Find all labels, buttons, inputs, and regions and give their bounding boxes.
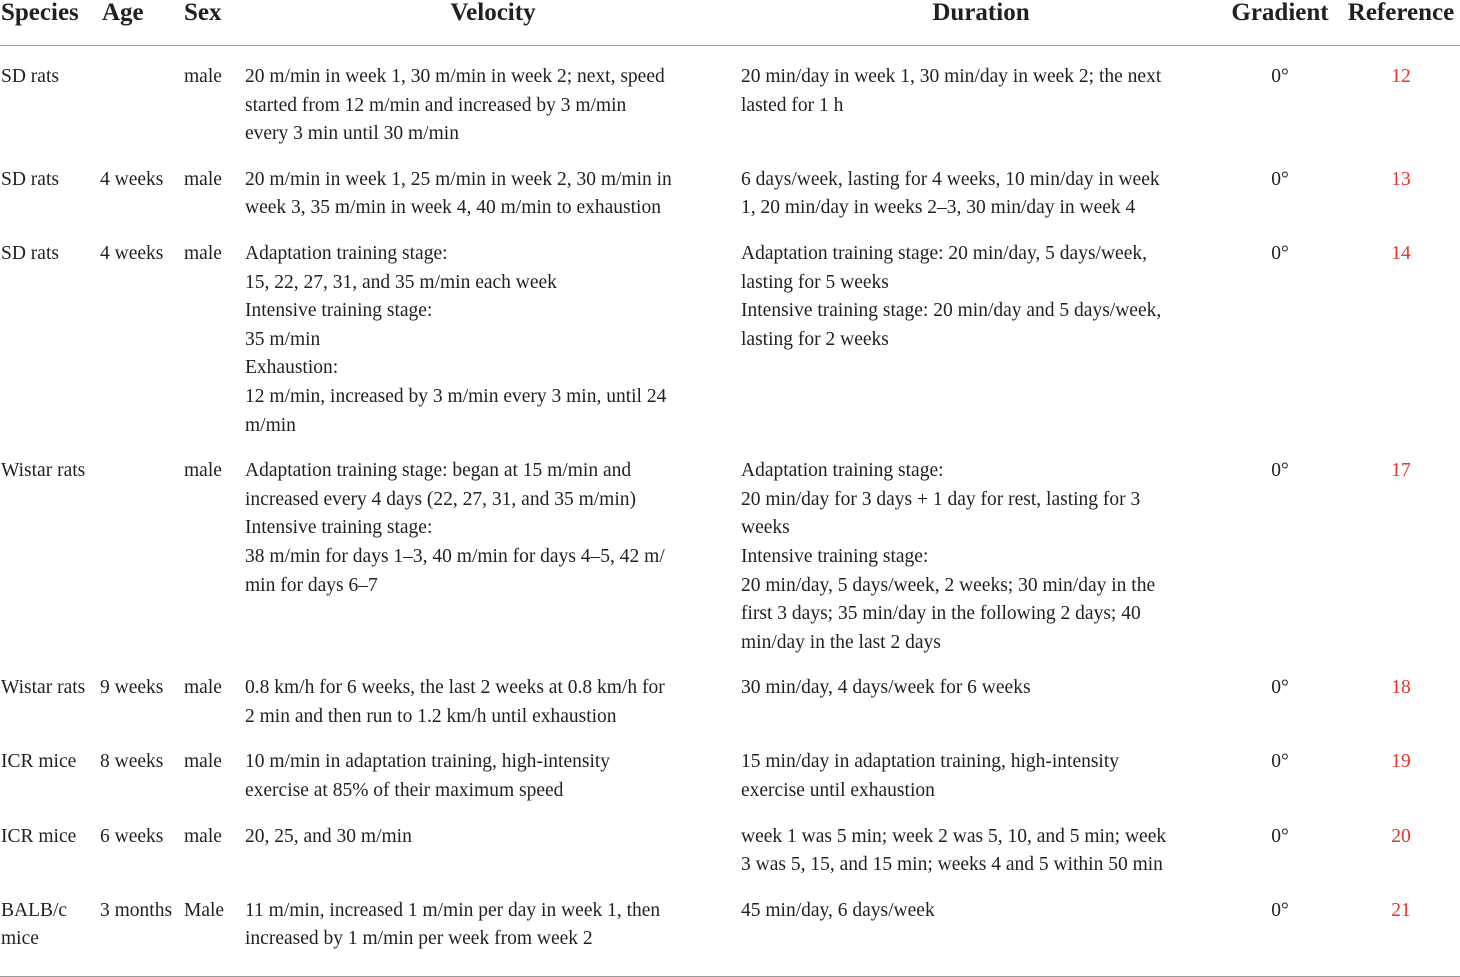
cell-duration bbox=[741, 880, 1221, 977]
table-row bbox=[0, 731, 1460, 805]
cell-duration-line: week 1 was 5 min; week 2 was 5, 10, and 5 min; week bbox=[741, 825, 1167, 847]
cell-gradient: 0° bbox=[1271, 460, 1289, 482]
header-velocity: Velocity bbox=[450, 0, 536, 26]
cell-reference bbox=[1339, 731, 1460, 805]
cell-velocity-line: exercise at 85% of their maximum speed bbox=[245, 780, 564, 802]
cell-sex: male bbox=[184, 66, 222, 87]
cell-duration-line: lasting for 5 weeks bbox=[741, 271, 889, 293]
cell-velocity-line: 20 m/min in week 1, 30 m/min in week 2; next, speed bbox=[245, 66, 665, 87]
cell-species: BALB/c mice bbox=[1, 899, 68, 950]
cell-species: SD rats bbox=[1, 66, 59, 87]
cell-duration bbox=[741, 223, 1221, 440]
cell-velocity-line: 11 m/min, increased 1 m/min per day in week 1, then bbox=[245, 899, 661, 921]
cell-velocity bbox=[245, 223, 741, 440]
cell-duration-line: Intensive training stage: bbox=[741, 545, 929, 567]
cell-gradient: 0° bbox=[1271, 677, 1289, 699]
cell-sex: male bbox=[184, 677, 222, 699]
cell-velocity-line: Intensive training stage: bbox=[245, 517, 433, 539]
cell-sex: male bbox=[184, 825, 222, 847]
cell-duration-line: lasted for 1 h bbox=[741, 94, 844, 116]
cell-duration-line: min/day in the last 2 days bbox=[741, 631, 941, 653]
cell-age bbox=[100, 46, 184, 149]
cell-velocity-line: started from 12 m/min and increased by 3 m/min bbox=[245, 94, 627, 116]
cell-age: 3 months bbox=[100, 899, 173, 921]
cell-reference bbox=[1339, 46, 1460, 149]
cell-reference bbox=[1339, 806, 1460, 880]
cell-duration-line: 30 min/day, 4 days/week for 6 weeks bbox=[741, 677, 1031, 699]
cell-velocity-line: 38 m/min for days 1–3, 40 m/min for days 4–5, 42 m/ bbox=[245, 545, 665, 567]
header-age: Age bbox=[102, 0, 144, 26]
cell-gradient: 0° bbox=[1271, 168, 1289, 190]
cell-duration bbox=[741, 657, 1221, 731]
table-row bbox=[0, 657, 1460, 731]
table-row bbox=[0, 149, 1460, 223]
cell-gradient: 0° bbox=[1271, 751, 1289, 773]
cell-age: 6 weeks bbox=[100, 825, 164, 847]
cell-velocity-line: 10 m/min in adaptation training, high-intensity bbox=[245, 751, 611, 773]
table-row bbox=[0, 440, 1460, 657]
cell-gradient: 0° bbox=[1271, 825, 1289, 847]
cell-velocity bbox=[245, 880, 741, 977]
cell-velocity-line: Exhaustion: bbox=[245, 357, 339, 379]
cell-species: ICR mice bbox=[1, 825, 77, 847]
cell-sex: Male bbox=[184, 899, 225, 921]
cell-velocity-line: 12 m/min, increased by 3 m/min every 3 min, until 24 bbox=[245, 385, 667, 407]
reference-link[interactable]: 19 bbox=[1391, 751, 1411, 773]
cell-duration-line: Intensive training stage: 20 min/day and 5 days/week, bbox=[741, 300, 1162, 322]
cell-velocity bbox=[245, 657, 741, 731]
cell-velocity-line: every 3 min until 30 m/min bbox=[245, 123, 459, 145]
cell-duration-line: Adaptation training stage: bbox=[741, 460, 944, 482]
cell-duration bbox=[741, 440, 1221, 657]
cell-age: 4 weeks bbox=[100, 168, 164, 190]
cell-velocity bbox=[245, 806, 741, 880]
header-row bbox=[0, 0, 1460, 46]
reference-link[interactable]: 20 bbox=[1391, 825, 1411, 847]
cell-duration bbox=[741, 731, 1221, 805]
cell-duration bbox=[741, 806, 1221, 880]
reference-link[interactable]: 21 bbox=[1391, 899, 1411, 921]
cell-age: 9 weeks bbox=[100, 677, 164, 699]
table-row bbox=[0, 46, 1460, 149]
cell-age: 4 weeks bbox=[100, 242, 164, 264]
cell-duration-line: 6 days/week, lasting for 4 weeks, 10 min/day in week bbox=[741, 168, 1160, 190]
table-body bbox=[0, 46, 1460, 977]
cell-velocity-line: 2 min and then run to 1.2 km/h until exhaustion bbox=[245, 705, 617, 727]
cell-duration-line: Adaptation training stage: 20 min/day, 5 days/week, bbox=[741, 242, 1147, 264]
cell-reference bbox=[1339, 657, 1460, 731]
cell-duration-line: 1, 20 min/day in weeks 2–3, 30 min/day in week 4 bbox=[741, 197, 1136, 219]
cell-duration-line: 15 min/day in adaptation training, high-intensity bbox=[741, 751, 1120, 773]
header-duration: Duration bbox=[932, 0, 1030, 26]
cell-velocity-line: Adaptation training stage: bbox=[245, 242, 448, 264]
reference-link[interactable]: 14 bbox=[1391, 242, 1411, 264]
cell-velocity-line: m/min bbox=[245, 414, 296, 436]
cell-sex: male bbox=[184, 751, 222, 773]
cell-velocity-line: 35 m/min bbox=[245, 328, 321, 350]
cell-duration-line: 45 min/day, 6 days/week bbox=[741, 899, 935, 921]
cell-duration bbox=[741, 46, 1221, 149]
header-species: Species bbox=[1, 0, 79, 26]
cell-velocity bbox=[245, 731, 741, 805]
cell-duration-line: lasting for 2 weeks bbox=[741, 328, 889, 350]
cell-velocity bbox=[245, 46, 741, 149]
header-sex: Sex bbox=[184, 0, 222, 26]
cell-reference bbox=[1339, 149, 1460, 223]
cell-duration-line: weeks bbox=[741, 517, 790, 539]
reference-link[interactable]: 13 bbox=[1391, 168, 1411, 190]
cell-velocity-line: Intensive training stage: bbox=[245, 300, 433, 322]
cell-age bbox=[100, 440, 184, 657]
cell-velocity-line: 15, 22, 27, 31, and 35 m/min each week bbox=[245, 271, 557, 293]
cell-species: SD rats bbox=[1, 242, 59, 264]
header-gradient: Gradient bbox=[1231, 0, 1329, 26]
cell-duration-line: 20 min/day in week 1, 30 min/day in week 2; the next bbox=[741, 66, 1162, 87]
cell-velocity bbox=[245, 440, 741, 657]
cell-velocity-line: min for days 6–7 bbox=[245, 574, 378, 596]
reference-link[interactable]: 17 bbox=[1391, 460, 1411, 482]
reference-link[interactable]: 12 bbox=[1391, 66, 1411, 87]
cell-species: Wistar rats bbox=[1, 460, 86, 482]
cell-duration-line: 20 min/day, 5 days/week, 2 weeks; 30 min/day in the bbox=[741, 574, 1156, 596]
cell-velocity-line: 0.8 km/h for 6 weeks, the last 2 weeks at 0.8 km/h for bbox=[245, 677, 665, 699]
cell-sex: male bbox=[184, 460, 222, 482]
cell-reference bbox=[1339, 880, 1460, 977]
cell-velocity-line: 20, 25, and 30 m/min bbox=[245, 825, 412, 847]
cell-velocity bbox=[245, 149, 741, 223]
cell-sex: male bbox=[184, 168, 222, 190]
cell-reference bbox=[1339, 223, 1460, 440]
cell-velocity-line: 20 m/min in week 1, 25 m/min in week 2, 30 m/min in bbox=[245, 168, 672, 190]
cell-gradient: 0° bbox=[1271, 242, 1289, 264]
cell-velocity-line: Adaptation training stage: began at 15 m/min and bbox=[245, 460, 632, 482]
cell-velocity-line: increased every 4 days (22, 27, 31, and 35 m/min) bbox=[245, 488, 636, 510]
table-row bbox=[0, 806, 1460, 880]
table-row bbox=[0, 880, 1460, 977]
table-header bbox=[0, 0, 1460, 46]
cell-duration-line: 20 min/day for 3 days + 1 day for rest, lasting for 3 bbox=[741, 488, 1141, 510]
reference-link[interactable]: 18 bbox=[1391, 677, 1411, 699]
cell-reference bbox=[1339, 440, 1460, 657]
cell-duration-line: 3 was 5, 15, and 15 min; weeks 4 and 5 within 50 min bbox=[741, 854, 1163, 876]
cell-velocity-line: week 3, 35 m/min in week 4, 40 m/min to exhaustion bbox=[245, 197, 661, 219]
cell-duration-line: exercise until exhaustion bbox=[741, 780, 935, 802]
cell-species: SD rats bbox=[1, 168, 59, 190]
cell-species: ICR mice bbox=[1, 751, 77, 773]
cell-duration bbox=[741, 149, 1221, 223]
cell-age: 8 weeks bbox=[100, 751, 164, 773]
cell-gradient: 0° bbox=[1271, 899, 1289, 921]
cell-velocity-line: increased by 1 m/min per week from week 2 bbox=[245, 928, 593, 950]
cell-sex: male bbox=[184, 242, 222, 264]
cell-duration-line: first 3 days; 35 min/day in the following 2 days; 40 bbox=[741, 603, 1141, 625]
header-reference: Reference bbox=[1347, 0, 1455, 26]
table-row bbox=[0, 223, 1460, 440]
cell-gradient: 0° bbox=[1271, 66, 1289, 87]
cell-species: Wistar rats bbox=[1, 677, 86, 699]
